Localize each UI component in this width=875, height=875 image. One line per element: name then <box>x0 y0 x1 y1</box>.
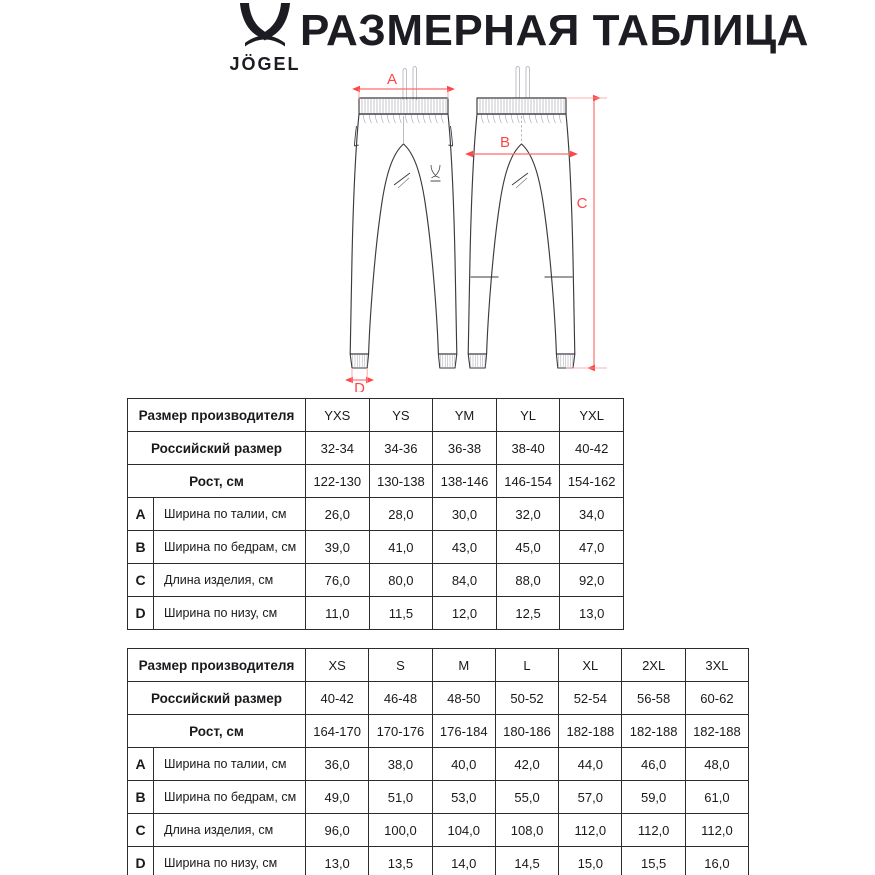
dimension-label-a: A <box>386 71 398 88</box>
measurement-value: 44,0 <box>559 748 622 781</box>
dimension-label-d: D <box>354 380 365 392</box>
table-row-russian-size <box>128 682 749 715</box>
measurement-value: 26,0 <box>306 498 370 531</box>
table-row-manufacturer-size <box>128 649 749 682</box>
measurement-desc: Ширина по бедрам, см <box>154 531 306 564</box>
measurement-value: 28,0 <box>369 498 433 531</box>
russian-size-cell: 32-34 <box>306 432 370 465</box>
measurement-value: 15,0 <box>559 847 622 875</box>
height-cell: 182-188 <box>685 715 748 748</box>
measurement-value: 112,0 <box>559 814 622 847</box>
size-cell: YM <box>433 399 497 432</box>
measurement-value: 49,0 <box>306 781 369 814</box>
height-cell: 182-188 <box>559 715 622 748</box>
measurement-value: 104,0 <box>432 814 495 847</box>
height-cell: 122-130 <box>306 465 370 498</box>
measurement-value: 108,0 <box>495 814 558 847</box>
measurement-value: 112,0 <box>622 814 685 847</box>
measurement-value: 38,0 <box>369 748 432 781</box>
table-row-measurement-b <box>128 531 624 564</box>
size-cell: 3XL <box>685 649 748 682</box>
russian-size-cell: 40-42 <box>306 682 369 715</box>
brand-logo <box>222 2 308 82</box>
size-table-youth <box>127 398 624 630</box>
russian-size-cell: 40-42 <box>560 432 624 465</box>
measurement-value: 13,0 <box>306 847 369 875</box>
measurement-value: 59,0 <box>622 781 685 814</box>
measurement-value: 11,0 <box>306 597 370 630</box>
table-row-manufacturer-size <box>128 399 624 432</box>
height-cell: 170-176 <box>369 715 432 748</box>
size-cell: YXL <box>560 399 624 432</box>
height-cell: 130-138 <box>369 465 433 498</box>
measurement-value: 32,0 <box>496 498 560 531</box>
russian-size-cell: 46-48 <box>369 682 432 715</box>
measurement-value: 45,0 <box>496 531 560 564</box>
table-row-russian-size <box>128 432 624 465</box>
measurement-letter: B <box>128 781 154 814</box>
measurement-value: 88,0 <box>496 564 560 597</box>
measurement-desc: Ширина по бедрам, см <box>154 781 306 814</box>
measurement-letter: A <box>128 748 154 781</box>
dimension-label-c: C <box>576 195 588 212</box>
row-label-russian: Российский размер <box>128 682 306 715</box>
table-row-measurement-b <box>128 781 749 814</box>
measurement-value: 57,0 <box>559 781 622 814</box>
measurement-desc: Ширина по талии, см <box>154 748 306 781</box>
measurement-value: 30,0 <box>433 498 497 531</box>
measurement-value: 42,0 <box>495 748 558 781</box>
measurement-desc: Длина изделия, см <box>154 814 306 847</box>
measurement-value: 39,0 <box>306 531 370 564</box>
measurement-value: 76,0 <box>306 564 370 597</box>
measurement-letter: B <box>128 531 154 564</box>
russian-size-cell: 34-36 <box>369 432 433 465</box>
table-row-measurement-d <box>128 847 749 875</box>
measurement-desc: Ширина по талии, см <box>154 498 306 531</box>
measurement-desc: Ширина по низу, см <box>154 847 306 875</box>
measurement-value: 96,0 <box>306 814 369 847</box>
table-row-measurement-a <box>128 498 624 531</box>
measurement-value: 11,5 <box>369 597 433 630</box>
measurement-value: 43,0 <box>433 531 497 564</box>
measurement-value: 13,5 <box>369 847 432 875</box>
measurement-value: 36,0 <box>306 748 369 781</box>
measurement-letter: A <box>128 498 154 531</box>
table-row-height <box>128 715 749 748</box>
measurement-value: 47,0 <box>560 531 624 564</box>
size-cell: YS <box>369 399 433 432</box>
measurement-value: 55,0 <box>495 781 558 814</box>
row-label-russian: Российский размер <box>128 432 306 465</box>
row-label-manufacturer: Размер производителя <box>128 649 306 682</box>
measurement-value: 14,0 <box>432 847 495 875</box>
measurement-value: 40,0 <box>432 748 495 781</box>
measurement-desc: Длина изделия, см <box>154 564 306 597</box>
table-row-measurement-c <box>128 814 749 847</box>
russian-size-cell: 36-38 <box>433 432 497 465</box>
table-row-measurement-a <box>128 748 749 781</box>
measurement-value: 13,0 <box>560 597 624 630</box>
russian-size-cell: 50-52 <box>495 682 558 715</box>
size-table-adult <box>127 648 749 875</box>
size-cell: S <box>369 649 432 682</box>
height-cell: 182-188 <box>622 715 685 748</box>
measurement-value: 46,0 <box>622 748 685 781</box>
size-cell: L <box>495 649 558 682</box>
measurement-value: 84,0 <box>433 564 497 597</box>
measurement-value: 48,0 <box>685 748 748 781</box>
height-cell: 146-154 <box>496 465 560 498</box>
measurement-value: 14,5 <box>495 847 558 875</box>
size-cell: XS <box>306 649 369 682</box>
height-cell: 180-186 <box>495 715 558 748</box>
measurement-value: 80,0 <box>369 564 433 597</box>
measurement-value: 61,0 <box>685 781 748 814</box>
height-cell: 164-170 <box>306 715 369 748</box>
brand-wordmark: JÖGEL <box>229 54 301 74</box>
height-cell: 138-146 <box>433 465 497 498</box>
measurement-value: 16,0 <box>685 847 748 875</box>
measurement-value: 15,5 <box>622 847 685 875</box>
measurement-value: 12,0 <box>433 597 497 630</box>
russian-size-cell: 60-62 <box>685 682 748 715</box>
size-cell: XL <box>559 649 622 682</box>
measurement-value: 41,0 <box>369 531 433 564</box>
measurement-letter: C <box>128 564 154 597</box>
jogel-chalice-icon <box>236 2 294 54</box>
size-cell: 2XL <box>622 649 685 682</box>
size-cell: YL <box>496 399 560 432</box>
table-row-measurement-d <box>128 597 624 630</box>
measurement-letter: D <box>128 597 154 630</box>
measurement-value: 100,0 <box>369 814 432 847</box>
measurement-desc: Ширина по низу, см <box>154 597 306 630</box>
measurement-value: 12,5 <box>496 597 560 630</box>
russian-size-cell: 38-40 <box>496 432 560 465</box>
row-label-height: Рост, см <box>128 715 306 748</box>
russian-size-cell: 48-50 <box>432 682 495 715</box>
russian-size-cell: 52-54 <box>559 682 622 715</box>
table-row-measurement-c <box>128 564 624 597</box>
measurement-value: 51,0 <box>369 781 432 814</box>
pants-technical-drawing <box>330 62 620 392</box>
row-label-height: Рост, см <box>128 465 306 498</box>
page-title: РАЗМЕРНАЯ ТАБЛИЦА <box>300 6 809 55</box>
measurement-value: 34,0 <box>560 498 624 531</box>
measurement-value: 92,0 <box>560 564 624 597</box>
dimension-label-b: B <box>499 134 511 151</box>
measurement-value: 53,0 <box>432 781 495 814</box>
size-cell: M <box>432 649 495 682</box>
measurement-letter: C <box>128 814 154 847</box>
measurement-value: 112,0 <box>685 814 748 847</box>
table-row-height <box>128 465 624 498</box>
size-cell: YXS <box>306 399 370 432</box>
russian-size-cell: 56-58 <box>622 682 685 715</box>
row-label-manufacturer: Размер производителя <box>128 399 306 432</box>
height-cell: 154-162 <box>560 465 624 498</box>
height-cell: 176-184 <box>432 715 495 748</box>
measurement-letter: D <box>128 847 154 875</box>
